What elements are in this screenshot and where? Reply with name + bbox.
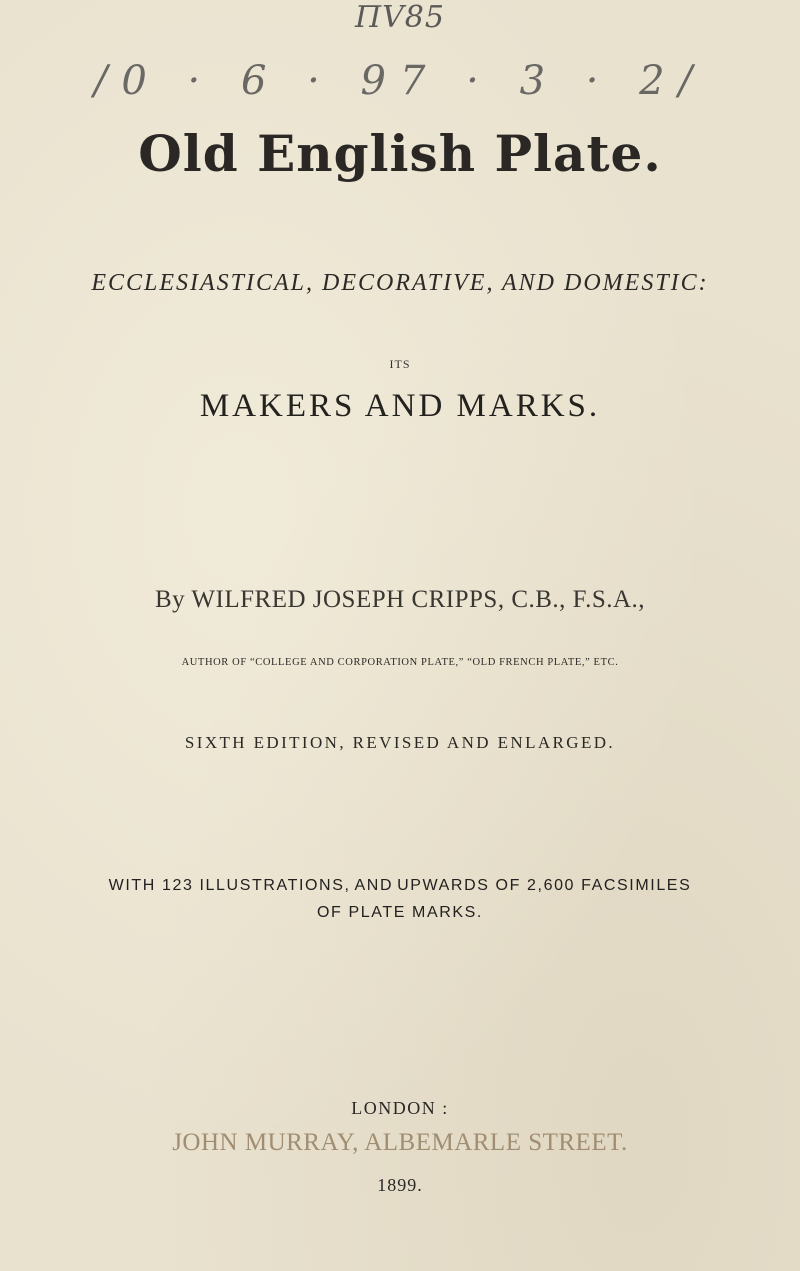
its-text: ITS	[389, 357, 411, 371]
makers-and-marks-heading	[0, 388, 800, 425]
illustrations-and: AND	[354, 877, 394, 894]
main-title	[0, 124, 800, 183]
edition-text: SIXTH EDITION, REVISED AND ENLARGED.	[184, 733, 616, 752]
main-title-text: Old English Plate.	[138, 124, 662, 183]
illustrations-suffix: UPWARDS OF 2,600 FACSIMILES	[397, 877, 692, 894]
its-label	[0, 355, 800, 373]
illustrations-line2-text: OF PLATE MARKS.	[317, 904, 483, 921]
author-byline	[0, 586, 800, 614]
imprint-year-text: 1899.	[377, 1175, 423, 1195]
subtitle-text: ECCLESIASTICAL, DECORATIVE, AND DOMESTIC:	[91, 270, 709, 296]
imprint-city	[0, 1098, 800, 1119]
illustrations-prefix: WITH 123 ILLUSTRATIONS,	[108, 877, 351, 894]
edition-statement	[0, 733, 800, 753]
imprint-year	[0, 1175, 800, 1196]
pencil-reference-numbers	[0, 58, 800, 118]
author-credits-text: AUTHOR OF “COLLEGE AND CORPORATION PLATE,” “OLD FRENCH PLATE,” ETC.	[181, 657, 619, 668]
shelf-mark-text: ΠV85	[354, 0, 445, 35]
illustrations-line-2	[0, 904, 800, 922]
imprint-city-text: LONDON :	[351, 1098, 449, 1118]
reference-text: /0 · 6 · 97 · 3 · 2/	[93, 58, 707, 104]
author-byline-text: By WILFRED JOSEPH CRIPPS, C.B., F.S.A.,	[154, 586, 646, 613]
imprint-publisher-text: JOHN MURRAY, ALBEMARLE STREET.	[172, 1129, 628, 1156]
pencil-shelf-mark	[0, 0, 800, 34]
subtitle	[0, 270, 800, 297]
makers-and-marks-text: MAKERS AND MARKS.	[199, 388, 601, 424]
author-credits	[0, 652, 800, 670]
illustrations-line-1	[0, 877, 800, 895]
imprint-publisher	[0, 1129, 800, 1157]
